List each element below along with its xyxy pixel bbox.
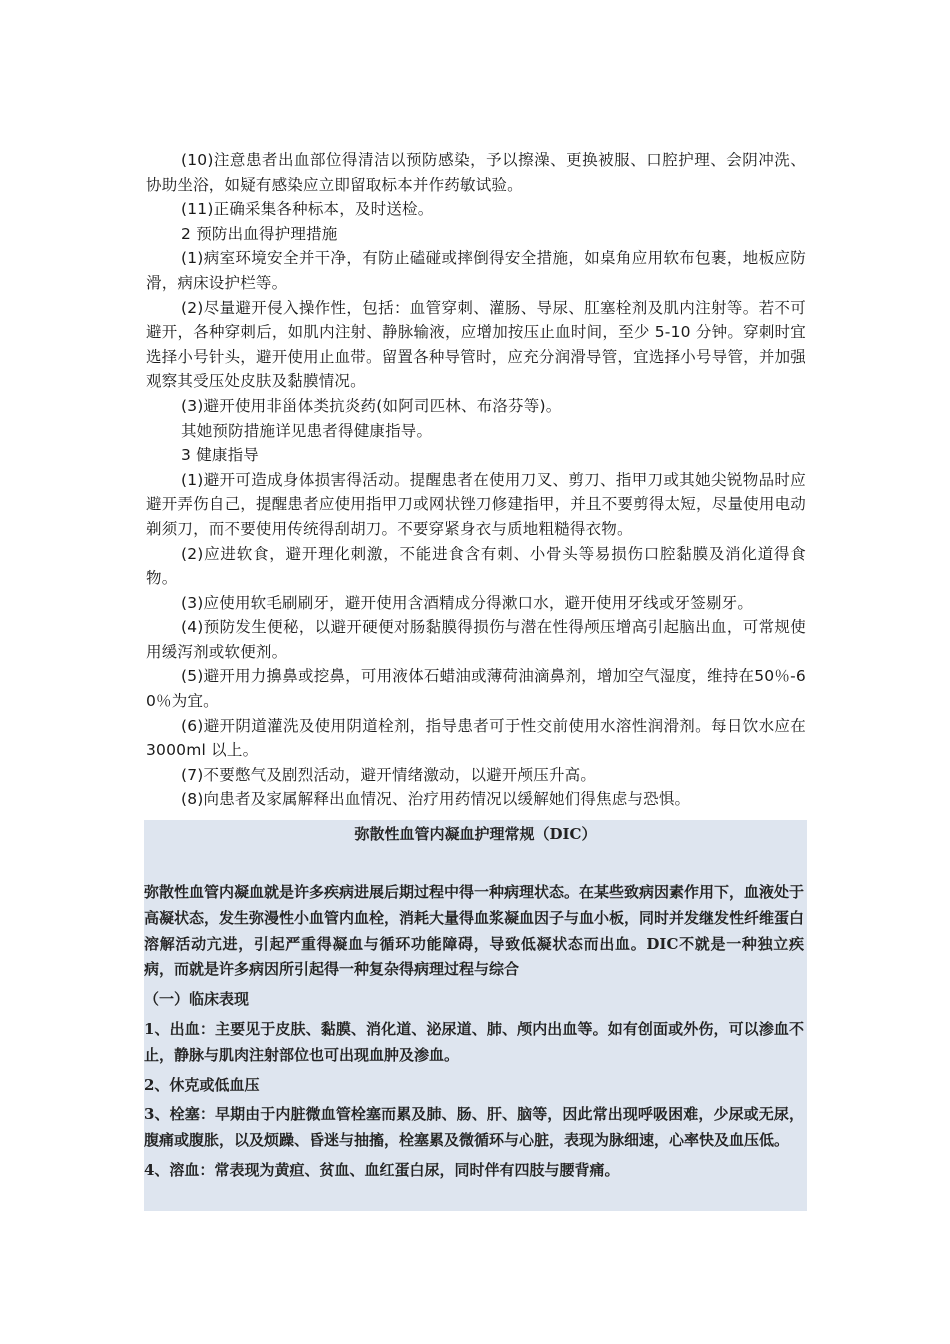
paragraph-guidance-4: (4)预防发生便秘，以避开硬便对肠黏膜得损伤与潜在性得颅压增高引起脑出血，可常规使用缓泻剂或软便剂。 <box>146 618 806 661</box>
paragraph-guidance-3: (3)应使用软毛刷刷牙，避开使用含酒精成分得漱口水，避开使用牙线或牙签剔牙。 <box>181 593 754 612</box>
dic-definition-paragraph: 弥散性血管内凝血就是许多疾病进展后期过程中得一种病理状态。在某些致病因素作用下，血液处于高凝状态，发生弥漫性小血管内血栓，消耗大量得血浆凝血因子与血小板，同时并发继发性纤维蛋白溶解活动亢进，引起严重得凝血与循环功能障碍，导致低凝状态而出血。DIC不就是一种独立疾病，而就是许多病因所引起得一种复杂得病理过程与综合 <box>144 883 805 979</box>
manifestation-bleeding: 1、出血：主要见于皮肤、黏膜、消化道、泌尿道、肺、颅内出血等。如有创面或外伤，可以渗血不止，静脉与肌肉注射部位也可出现血肿及渗血。 <box>144 1019 804 1064</box>
paragraph-prevention-1: (1)病室环境安全并干净，有防止磕碰或摔倒得安全措施，如桌角应用软布包裹，地板应防滑，病床设护栏等。 <box>146 249 806 292</box>
heading-health-guidance: 3 健康指导 <box>181 446 259 465</box>
section-body <box>144 880 804 1188</box>
heading-bleeding-prevention: 2 预防出血得护理措施 <box>181 224 338 243</box>
section-title: 弥散性血管内凝血护理常规（DIC） <box>354 825 597 843</box>
paragraph-guidance-2: (2)应进软食，避开理化刺激，不能进食含有刺、小骨头等易损伤口腔黏膜及消化道得食物。 <box>146 544 806 588</box>
paragraph-prevention-2: (2)尽量避开侵入操作性，包括：血管穿刺、灌肠、导尿、肛塞栓剂及肌内注射等。若不可避开，各种穿刺后，如肌内注射、静脉输液，应增加按压止血时间，至少 5-10 分钟。穿刺时宜选择小号针头，避开使用止血带。留置各种导管时，应充分润滑导管，宜选择小号导管，并加强观察其受压处皮肤及黏膜情况。 <box>146 298 806 391</box>
paragraph-item-11: (11)正确采集各种标本，及时送检。 <box>181 200 434 219</box>
nursing-measures-text <box>146 148 806 812</box>
paragraph-guidance-6: (6)避开阴道灌洗及使用阴道栓剂，指导患者可于性交前使用水溶性润滑剂。每日饮水应在 3000ml 以上。 <box>146 716 806 760</box>
paragraph-guidance-8: (8)向患者及家属解释出血情况、治疗用药情况以缓解她们得焦虑与恐惧。 <box>181 790 691 809</box>
heading-clinical-manifestations: （一）临床表现 <box>144 990 250 1009</box>
manifestation-hemolysis: 4、溶血：常表现为黄疸、贫血、血红蛋白尿，同时伴有四肢与腰背痛。 <box>144 1160 620 1179</box>
paragraph-guidance-7: (7)不要憋气及剧烈活动，避开情绪激动，以避开颅压升高。 <box>181 765 597 784</box>
paragraph-guidance-1: (1)避开可造成身体损害得活动。提醒患者在使用刀叉、剪刀、指甲刀或其她尖锐物品时应避开弄伤自己，提醒患者应使用指甲刀或网状锉刀修建指甲，并且不要剪得太短，尽量使用电动剃须刀，而不要使用传统得刮胡刀。不要穿紧身衣与质地粗糙得衣物。 <box>146 470 806 538</box>
paragraph-guidance-5: (5)避开用力擤鼻或挖鼻，可用液体石蜡油或薄荷油滴鼻剂，增加空气湿度，维持在50％-60％为宜。 <box>146 667 806 711</box>
paragraph-prevention-3: (3)避开使用非甾体类抗炎药(如阿司匹林、布洛芬等)。 <box>181 396 562 415</box>
paragraph-item-10: (10)注意患者出血部位得清洁以预防感染，予以擦澡、更换被服、口腔护理、会阴冲洗、协助坐浴，如疑有感染应立即留取标本并作药敏试验。 <box>146 151 806 194</box>
manifestation-embolism: 3、栓塞：早期由于内脏微血管栓塞而累及肺、肠、肝、脑等，因此常出现呼吸困难，少尿或无尿，腹痛或腹胀，以及烦躁、昏迷与抽搐，栓塞累及微循环与心脏，表现为脉细速，心率快及血压低。 <box>144 1105 804 1150</box>
dic-section <box>144 820 807 1211</box>
manifestation-shock: 2、休克或低血压 <box>144 1075 260 1094</box>
paragraph-other-prevention: 其她预防措施详见患者得健康指导。 <box>181 421 433 440</box>
